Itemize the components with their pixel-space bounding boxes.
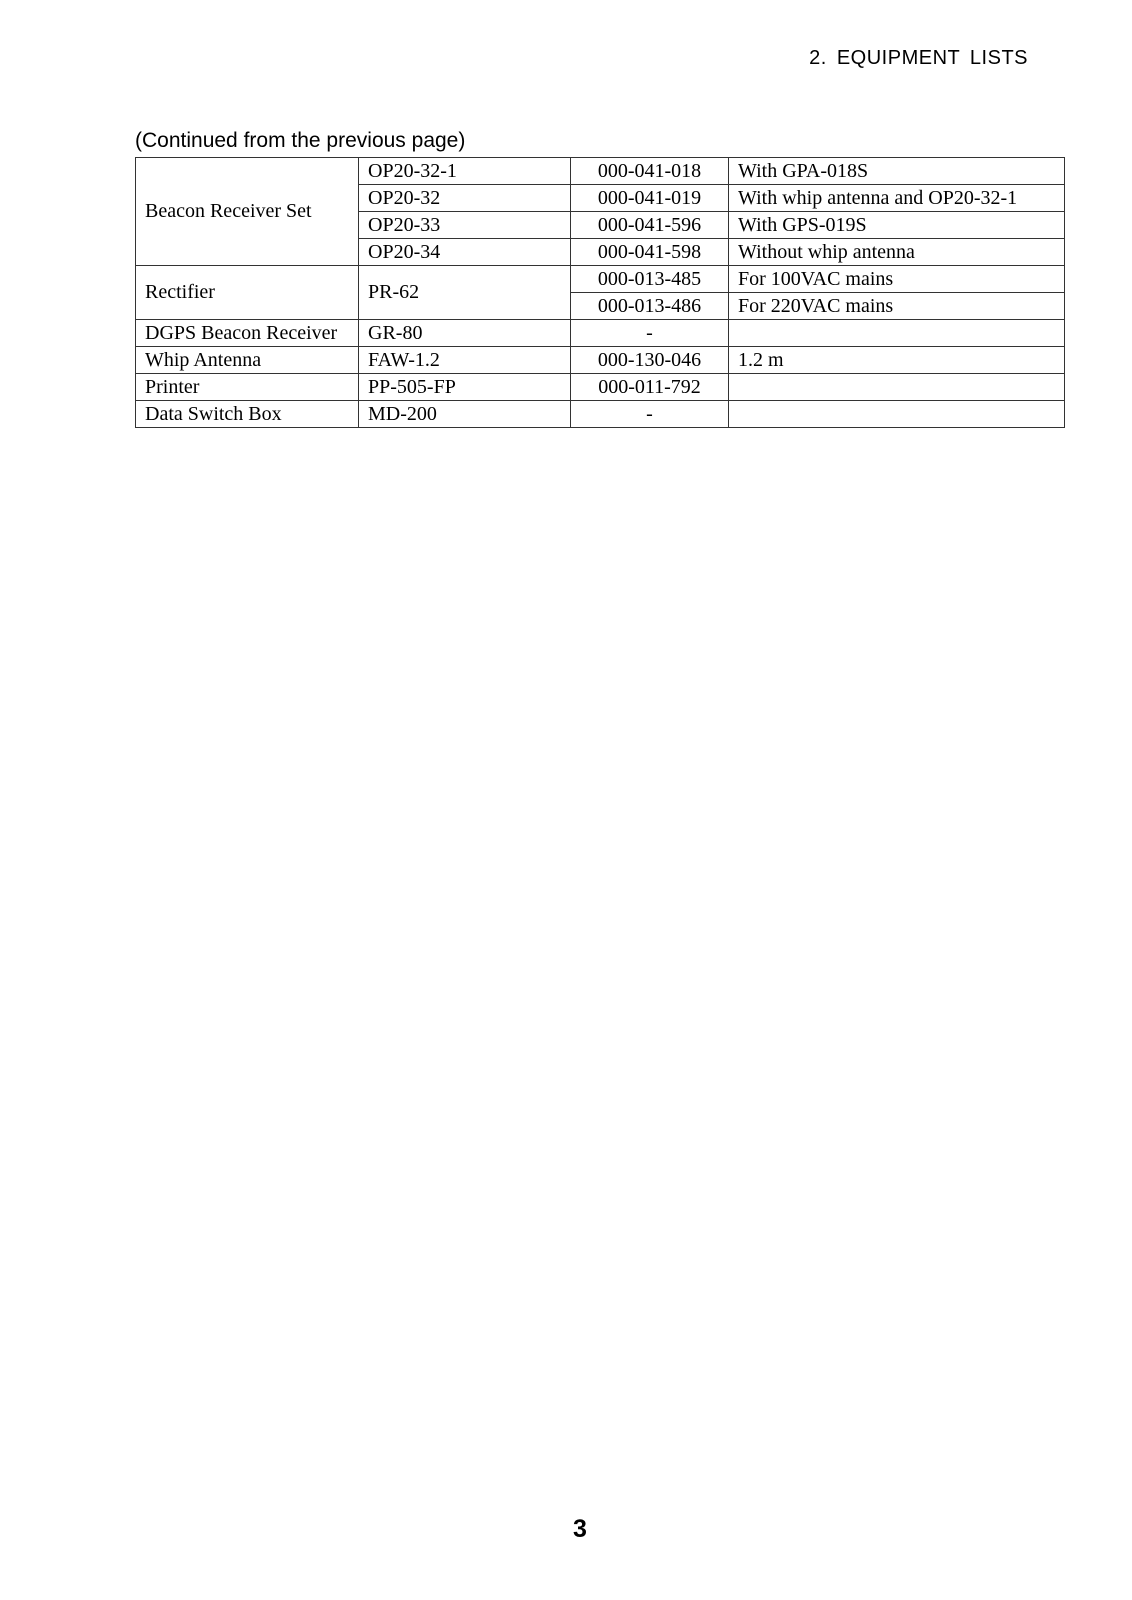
code-cell: 000-013-486: [571, 293, 729, 320]
code-cell: 000-041-018: [571, 158, 729, 185]
type-cell: OP20-32-1: [359, 158, 571, 185]
remarks-cell: With GPA-018S: [729, 158, 1065, 185]
type-cell: MD-200: [359, 401, 571, 428]
code-cell: -: [571, 320, 729, 347]
table-row: [136, 401, 1065, 428]
type-cell: OP20-33: [359, 212, 571, 239]
name-cell: Printer: [136, 374, 359, 401]
code-cell: 000-130-046: [571, 347, 729, 374]
code-cell: -: [571, 401, 729, 428]
table-row: [136, 158, 1065, 185]
remarks-cell: With whip antenna and OP20-32-1: [729, 185, 1065, 212]
code-cell: 000-041-019: [571, 185, 729, 212]
remarks-cell: Without whip antenna: [729, 239, 1065, 266]
page-number: 3: [573, 1515, 587, 1543]
type-cell: FAW-1.2: [359, 347, 571, 374]
name-cell: Beacon Receiver Set: [136, 158, 359, 266]
code-cell: 000-013-485: [571, 266, 729, 293]
remarks-cell: For 100VAC mains: [729, 266, 1065, 293]
remarks-cell: [729, 320, 1065, 347]
type-cell: PR-62: [359, 266, 571, 320]
name-cell: DGPS Beacon Receiver: [136, 320, 359, 347]
remarks-cell: 1.2 m: [729, 347, 1065, 374]
name-cell: Whip Antenna: [136, 347, 359, 374]
running-head: 2. EQUIPMENT LISTS: [809, 47, 1028, 69]
code-cell: 000-011-792: [571, 374, 729, 401]
type-cell: PP-505-FP: [359, 374, 571, 401]
remarks-cell: With GPS-019S: [729, 212, 1065, 239]
type-cell: GR-80: [359, 320, 571, 347]
table-row: [136, 347, 1065, 374]
code-cell: 000-041-596: [571, 212, 729, 239]
table-row: [136, 320, 1065, 347]
remarks-cell: [729, 401, 1065, 428]
type-cell: OP20-34: [359, 239, 571, 266]
table-row: [136, 266, 1065, 293]
name-cell: Rectifier: [136, 266, 359, 320]
remarks-cell: For 220VAC mains: [729, 293, 1065, 320]
remarks-cell: [729, 374, 1065, 401]
code-cell: 000-041-598: [571, 239, 729, 266]
table-row: [136, 374, 1065, 401]
continued-note: (Continued from the previous page): [135, 129, 466, 152]
type-cell: OP20-32: [359, 185, 571, 212]
equipment-table: [135, 157, 1065, 428]
name-cell: Data Switch Box: [136, 401, 359, 428]
